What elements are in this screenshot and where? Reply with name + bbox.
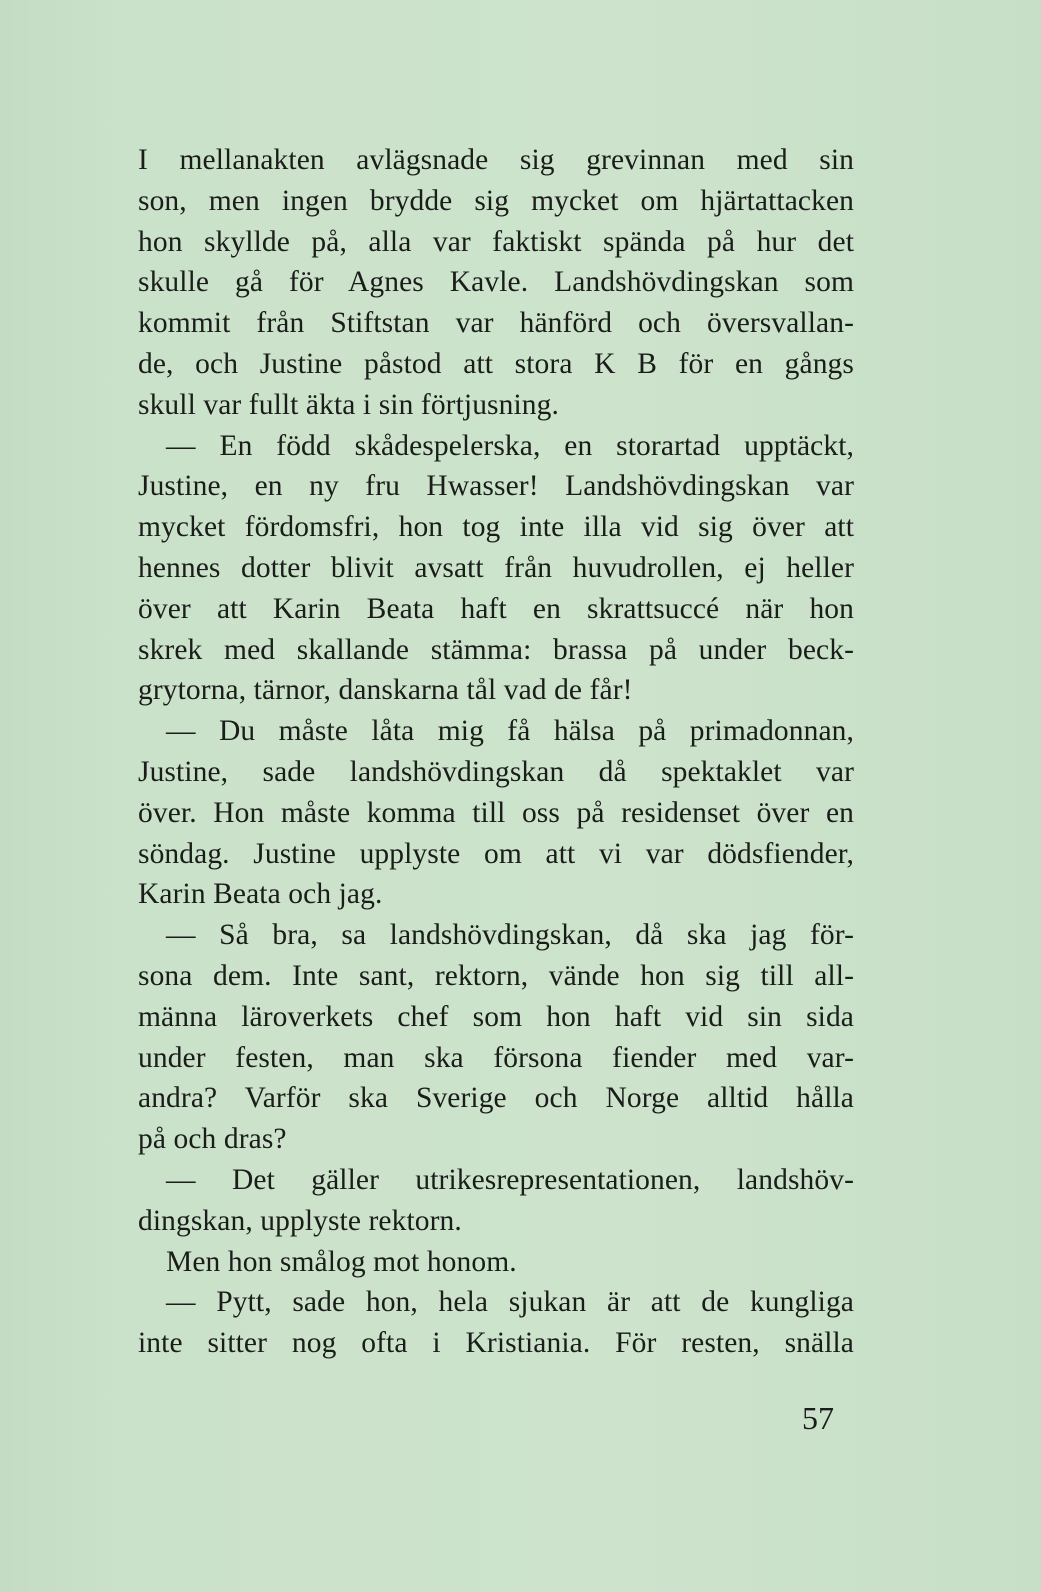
- text-line: Justine, sade landshövdingskan då spektaklet var: [138, 755, 854, 788]
- text-line: — Pytt, sade hon, hela sjukan är att de kungliga: [166, 1286, 854, 1319]
- text-line: son, men ingen brydde sig mycket om hjärtattacken: [138, 184, 854, 217]
- text-line: skulle gå för Agnes Kavle. Landshövdingskan som: [138, 266, 854, 299]
- body-text: [138, 140, 854, 1364]
- text-line: Justine, en ny fru Hwasser! Landshövdingskan var: [138, 470, 854, 503]
- text-line: under festen, man ska försona fiender med var-: [138, 1041, 854, 1074]
- text-line: — En född skådespelerska, en storartad upptäckt,: [166, 429, 854, 462]
- text-line: skull var fullt äkta i sin förtjusning.: [138, 388, 559, 421]
- text-line: Karin Beata och jag.: [138, 878, 383, 911]
- text-line: kommit från Stiftstan var hänförd och översvallan-: [138, 307, 854, 340]
- text-line: — Det gäller utrikesrepresentationen, landshöv-: [166, 1163, 854, 1196]
- text-line: — Så bra, sa landshövdingskan, då ska jag för-: [166, 919, 854, 952]
- page-number: 57: [802, 1400, 834, 1436]
- text-line: över att Karin Beata haft en skrattsuccé när hon: [138, 592, 854, 625]
- text-line: — Du måste låta mig få hälsa på primadonnan,: [166, 715, 854, 748]
- text-line: männa läroverkets chef som hon haft vid sin sida: [138, 1000, 854, 1033]
- text-line: andra? Varför ska Sverige och Norge alltid hålla: [138, 1082, 854, 1115]
- text-line: mycket fördomsfri, hon tog inte illa vid sig över att: [138, 511, 854, 544]
- text-line: på och dras?: [138, 1123, 287, 1156]
- text-line: söndag. Justine upplyste om att vi var dödsfiender,: [138, 837, 854, 870]
- text-line: över. Hon måste komma till oss på residenset över en: [138, 796, 854, 829]
- text-line: sona dem. Inte sant, rektorn, vände hon sig till all-: [138, 959, 854, 992]
- text-line: de, och Justine påstod att stora K B för en gångs: [138, 347, 854, 380]
- text-line: hennes dotter blivit avsatt från huvudrollen, ej heller: [138, 551, 854, 584]
- text-line: I mellanakten avlägsnade sig grevinnan med sin: [138, 144, 854, 176]
- text-line: skrek med skallande stämma: brassa på under beck-: [138, 633, 854, 666]
- text-line: grytorna, tärnor, danskarna tål vad de får!: [138, 674, 633, 707]
- text-line: hon skyllde på, alla var faktiskt spända på hur det: [138, 225, 854, 258]
- text-line: dingskan, upplyste rektorn.: [138, 1204, 462, 1237]
- text-line: inte sitter nog ofta i Kristiania. För resten, snälla: [138, 1327, 854, 1360]
- text-line: Men hon smålog mot honom.: [166, 1245, 517, 1278]
